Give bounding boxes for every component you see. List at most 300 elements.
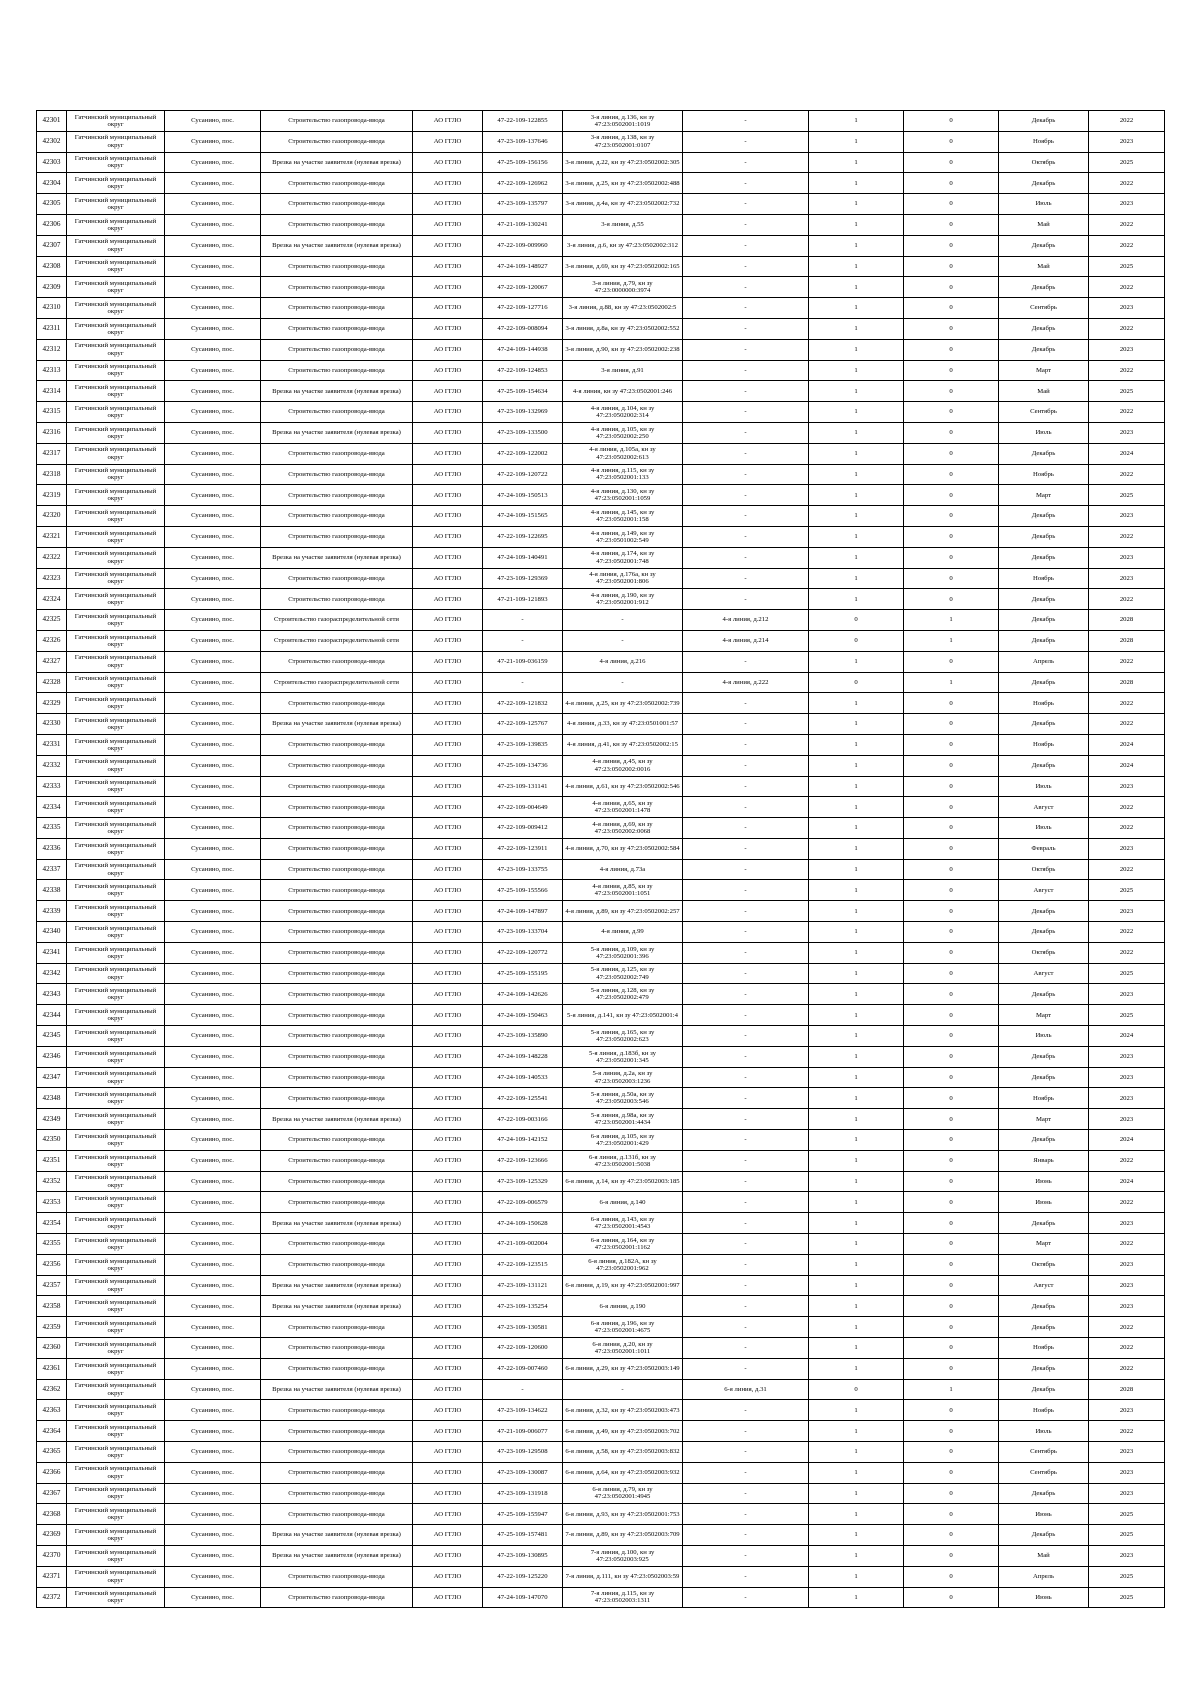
application-number-cell: 47-23-109-132969: [483, 402, 563, 423]
gas-connection-table: [36, 110, 1165, 1608]
district-cell: Гатчинский муниципальный округ: [67, 1109, 165, 1130]
count-1-cell: 0: [809, 630, 904, 651]
organization-cell: АО ГГЛО: [413, 1483, 483, 1504]
address-cadastral-cell: 6-я линия, д.131б, кн зу 47:23:0502001:5038: [563, 1150, 683, 1171]
count-1-cell: 1: [809, 734, 904, 755]
row-number: 42341: [37, 942, 67, 963]
organization-cell: АО ГГЛО: [413, 526, 483, 547]
row-number: 42302: [37, 131, 67, 152]
month-cell: Декабрь: [999, 1317, 1089, 1338]
year-cell: 2022: [1089, 1234, 1165, 1255]
year-cell: 2023: [1089, 131, 1165, 152]
organization-cell: АО ГГЛО: [413, 859, 483, 880]
application-number-cell: -: [483, 1379, 563, 1400]
organization-cell: АО ГГЛО: [413, 1088, 483, 1109]
address-cell: -: [683, 714, 809, 735]
count-1-cell: 1: [809, 693, 904, 714]
year-cell: 2024: [1089, 734, 1165, 755]
work-type-cell: Строительство газопровода-ввода: [261, 1067, 413, 1088]
organization-cell: АО ГГЛО: [413, 1358, 483, 1379]
address-cell: -: [683, 1150, 809, 1171]
work-type-cell: Строительство газопровода-ввода: [261, 901, 413, 922]
row-number: 42317: [37, 443, 67, 464]
work-type-cell: Строительство газопровода-ввода: [261, 173, 413, 194]
work-type-cell: Строительство газопровода-ввода: [261, 589, 413, 610]
row-number: 42312: [37, 339, 67, 360]
settlement-cell: Сусанино, пос.: [165, 1379, 261, 1400]
count-2-cell: 0: [904, 693, 999, 714]
settlement-cell: Сусанино, пос.: [165, 610, 261, 631]
application-number-cell: 47-22-109-123911: [483, 838, 563, 859]
month-cell: Декабрь: [999, 755, 1089, 776]
settlement-cell: Сусанино, пос.: [165, 1275, 261, 1296]
count-1-cell: 1: [809, 152, 904, 173]
district-cell: Гатчинский муниципальный округ: [67, 194, 165, 215]
work-type-cell: Строительство газопровода-ввода: [261, 1171, 413, 1192]
count-2-cell: 0: [904, 963, 999, 984]
row-number: 42352: [37, 1171, 67, 1192]
organization-cell: АО ГГЛО: [413, 568, 483, 589]
application-number-cell: 47-21-109-130241: [483, 214, 563, 235]
address-cell: -: [683, 901, 809, 922]
address-cadastral-cell: 3-я линия, д.91: [563, 360, 683, 381]
table-row: [37, 318, 1165, 339]
address-cadastral-cell: 5-я линия, д.109, кн зу 47:23:0502001:396: [563, 942, 683, 963]
row-number: 42314: [37, 381, 67, 402]
address-cell: -: [683, 235, 809, 256]
work-type-cell: Строительство газопровода-ввода: [261, 506, 413, 527]
address-cadastral-cell: 6-я линия, д.79, кн зу 47:23:0502001:4945: [563, 1483, 683, 1504]
year-cell: 2022: [1089, 922, 1165, 943]
month-cell: Октябрь: [999, 152, 1089, 173]
settlement-cell: Сусанино, пос.: [165, 506, 261, 527]
settlement-cell: Сусанино, пос.: [165, 1338, 261, 1359]
district-cell: Гатчинский муниципальный округ: [67, 1400, 165, 1421]
count-1-cell: 1: [809, 443, 904, 464]
year-cell: 2023: [1089, 547, 1165, 568]
address-cadastral-cell: 4-я линия, д.174, кн зу 47:23:0502001:748: [563, 547, 683, 568]
district-cell: Гатчинский муниципальный округ: [67, 1192, 165, 1213]
application-number-cell: 47-24-109-144938: [483, 339, 563, 360]
row-number: 42323: [37, 568, 67, 589]
count-1-cell: 1: [809, 1254, 904, 1275]
row-number: 42368: [37, 1504, 67, 1525]
address-cell: -: [683, 318, 809, 339]
row-number: 42348: [37, 1088, 67, 1109]
address-cell: -: [683, 422, 809, 443]
settlement-cell: Сусанино, пос.: [165, 859, 261, 880]
count-1-cell: 1: [809, 1483, 904, 1504]
organization-cell: АО ГГЛО: [413, 1067, 483, 1088]
address-cell: -: [683, 1005, 809, 1026]
district-cell: Гатчинский муниципальный округ: [67, 214, 165, 235]
district-cell: Гатчинский муниципальный округ: [67, 360, 165, 381]
address-cell: -: [683, 1400, 809, 1421]
table-row: [37, 984, 1165, 1005]
application-number-cell: 47-22-109-124853: [483, 360, 563, 381]
application-number-cell: 47-23-109-139835: [483, 734, 563, 755]
address-cell: -: [683, 1317, 809, 1338]
month-cell: Ноябрь: [999, 464, 1089, 485]
table-row: [37, 443, 1165, 464]
application-number-cell: 47-22-109-122855: [483, 111, 563, 132]
row-number: 42319: [37, 485, 67, 506]
month-cell: Декабрь: [999, 1130, 1089, 1151]
application-number-cell: 47-22-109-123666: [483, 1150, 563, 1171]
count-1-cell: 1: [809, 298, 904, 319]
work-type-cell: Строительство газопровода-ввода: [261, 1088, 413, 1109]
month-cell: Октябрь: [999, 859, 1089, 880]
settlement-cell: Сусанино, пос.: [165, 838, 261, 859]
settlement-cell: Сусанино, пос.: [165, 630, 261, 651]
settlement-cell: Сусанино, пос.: [165, 1525, 261, 1546]
application-number-cell: 47-22-109-120067: [483, 277, 563, 298]
year-cell: 2022: [1089, 360, 1165, 381]
address-cadastral-cell: 5-я линия, д.141, кн зу 47:23:0502001:4: [563, 1005, 683, 1026]
count-2-cell: 0: [904, 547, 999, 568]
address-cadastral-cell: 6-я линия, д.196, кн зу 47:23:0502001:4675: [563, 1317, 683, 1338]
work-type-cell: Строительство газопровода-ввода: [261, 1234, 413, 1255]
organization-cell: АО ГГЛО: [413, 651, 483, 672]
work-type-cell: Врезка на участке заявителя (нулевая врезка): [261, 1296, 413, 1317]
count-1-cell: 1: [809, 526, 904, 547]
district-cell: Гатчинский муниципальный округ: [67, 589, 165, 610]
settlement-cell: Сусанино, пос.: [165, 485, 261, 506]
table-row: [37, 506, 1165, 527]
district-cell: Гатчинский муниципальный округ: [67, 1504, 165, 1525]
count-2-cell: 0: [904, 734, 999, 755]
year-cell: 2025: [1089, 381, 1165, 402]
row-number: 42307: [37, 235, 67, 256]
address-cadastral-cell: 7-я линия, д.115, кн зу 47:23:0502003:1311: [563, 1587, 683, 1608]
count-2-cell: 0: [904, 880, 999, 901]
address-cell: -: [683, 859, 809, 880]
table-row: [37, 381, 1165, 402]
count-1-cell: 1: [809, 422, 904, 443]
district-cell: Гатчинский муниципальный округ: [67, 1171, 165, 1192]
row-number: 42301: [37, 111, 67, 132]
count-2-cell: 0: [904, 1587, 999, 1608]
count-2-cell: 0: [904, 173, 999, 194]
address-cadastral-cell: 4-я линия, кн зу 47:23:0502001:246: [563, 381, 683, 402]
application-number-cell: 47-25-109-134736: [483, 755, 563, 776]
settlement-cell: Сусанино, пос.: [165, 1130, 261, 1151]
count-1-cell: 1: [809, 901, 904, 922]
district-cell: Гатчинский муниципальный округ: [67, 464, 165, 485]
settlement-cell: Сусанино, пос.: [165, 1067, 261, 1088]
district-cell: Гатчинский муниципальный округ: [67, 880, 165, 901]
district-cell: Гатчинский муниципальный округ: [67, 131, 165, 152]
settlement-cell: Сусанино, пос.: [165, 651, 261, 672]
address-cell: -: [683, 277, 809, 298]
address-cell: -: [683, 1213, 809, 1234]
settlement-cell: Сусанино, пос.: [165, 1483, 261, 1504]
table-row: [37, 1504, 1165, 1525]
year-cell: 2025: [1089, 1005, 1165, 1026]
address-cell: -: [683, 818, 809, 839]
address-cell: -: [683, 1587, 809, 1608]
row-number: 42315: [37, 402, 67, 423]
count-1-cell: 1: [809, 1130, 904, 1151]
work-type-cell: Строительство газопровода-ввода: [261, 880, 413, 901]
count-2-cell: 0: [904, 152, 999, 173]
settlement-cell: Сусанино, пос.: [165, 173, 261, 194]
application-number-cell: 47-21-109-036159: [483, 651, 563, 672]
work-type-cell: Строительство газопровода-ввода: [261, 1130, 413, 1151]
work-type-cell: Врезка на участке заявителя (нулевая врезка): [261, 1109, 413, 1130]
month-cell: Декабрь: [999, 506, 1089, 527]
month-cell: Декабрь: [999, 277, 1089, 298]
address-cell: -: [683, 1483, 809, 1504]
year-cell: 2022: [1089, 693, 1165, 714]
organization-cell: АО ГГЛО: [413, 1150, 483, 1171]
month-cell: Январь: [999, 1150, 1089, 1171]
count-1-cell: 1: [809, 1525, 904, 1546]
organization-cell: АО ГГЛО: [413, 1130, 483, 1151]
row-number: 42363: [37, 1400, 67, 1421]
address-cadastral-cell: 3-я линия, д.90, кн зу 47:23:0502002:238: [563, 339, 683, 360]
month-cell: Сентябрь: [999, 298, 1089, 319]
month-cell: Декабрь: [999, 1525, 1089, 1546]
table-row: [37, 1213, 1165, 1234]
address-cadastral-cell: 4-я линия, д.33, кн зу 47:23:0501001:57: [563, 714, 683, 735]
month-cell: Апрель: [999, 651, 1089, 672]
address-cadastral-cell: 4-я линия, д.85, кн зу 47:23:0502001:1051: [563, 880, 683, 901]
settlement-cell: Сусанино, пос.: [165, 1442, 261, 1463]
address-cell: -: [683, 1545, 809, 1566]
application-number-cell: 47-22-109-121832: [483, 693, 563, 714]
year-cell: 2022: [1089, 1338, 1165, 1359]
settlement-cell: Сусанино, пос.: [165, 880, 261, 901]
count-1-cell: 0: [809, 672, 904, 693]
month-cell: Ноябрь: [999, 693, 1089, 714]
settlement-cell: Сусанино, пос.: [165, 1254, 261, 1275]
address-cadastral-cell: 4-я линия, д.41, кн зу 47:23:0502002:15: [563, 734, 683, 755]
year-cell: 2025: [1089, 152, 1165, 173]
address-cadastral-cell: -: [563, 610, 683, 631]
district-cell: Гатчинский муниципальный округ: [67, 922, 165, 943]
application-number-cell: 47-24-109-147897: [483, 901, 563, 922]
settlement-cell: Сусанино, пос.: [165, 755, 261, 776]
district-cell: Гатчинский муниципальный округ: [67, 381, 165, 402]
application-number-cell: 47-22-109-125541: [483, 1088, 563, 1109]
address-cadastral-cell: 4-я линия, д.145, кн зу 47:23:0502001:158: [563, 506, 683, 527]
table-row: [37, 797, 1165, 818]
table-row: [37, 194, 1165, 215]
work-type-cell: Строительство газопровода-ввода: [261, 1400, 413, 1421]
organization-cell: АО ГГЛО: [413, 693, 483, 714]
application-number-cell: 47-22-109-123515: [483, 1254, 563, 1275]
year-cell: 2023: [1089, 776, 1165, 797]
count-2-cell: 0: [904, 1317, 999, 1338]
table-row: [37, 1317, 1165, 1338]
settlement-cell: Сусанино, пос.: [165, 1005, 261, 1026]
table-row: [37, 838, 1165, 859]
month-cell: Август: [999, 1275, 1089, 1296]
row-number: 42342: [37, 963, 67, 984]
work-type-cell: Врезка на участке заявителя (нулевая врезка): [261, 1213, 413, 1234]
month-cell: Июнь: [999, 1192, 1089, 1213]
district-cell: Гатчинский муниципальный округ: [67, 1358, 165, 1379]
application-number-cell: -: [483, 630, 563, 651]
district-cell: Гатчинский муниципальный округ: [67, 1338, 165, 1359]
table-row: [37, 963, 1165, 984]
row-number: 42370: [37, 1545, 67, 1566]
work-type-cell: Строительство газопровода-ввода: [261, 1150, 413, 1171]
application-number-cell: 47-24-109-140491: [483, 547, 563, 568]
table-row: [37, 422, 1165, 443]
district-cell: Гатчинский муниципальный округ: [67, 1150, 165, 1171]
organization-cell: АО ГГЛО: [413, 506, 483, 527]
row-number: 42345: [37, 1026, 67, 1047]
count-2-cell: 0: [904, 1171, 999, 1192]
count-1-cell: 1: [809, 880, 904, 901]
count-1-cell: 1: [809, 776, 904, 797]
row-number: 42350: [37, 1130, 67, 1151]
address-cell: -: [683, 1421, 809, 1442]
application-number-cell: 47-24-109-150463: [483, 1005, 563, 1026]
settlement-cell: Сусанино, пос.: [165, 339, 261, 360]
district-cell: Гатчинский муниципальный округ: [67, 901, 165, 922]
row-number: 42313: [37, 360, 67, 381]
row-number: 42338: [37, 880, 67, 901]
address-cell: -: [683, 589, 809, 610]
count-1-cell: 1: [809, 1296, 904, 1317]
district-cell: Гатчинский муниципальный округ: [67, 1234, 165, 1255]
address-cadastral-cell: 5-я линия, д.165, кн зу 47:23:0502002:623: [563, 1026, 683, 1047]
address-cell: -: [683, 1566, 809, 1587]
settlement-cell: Сусанино, пос.: [165, 111, 261, 132]
table-row: [37, 714, 1165, 735]
application-number-cell: -: [483, 672, 563, 693]
row-number: 42340: [37, 922, 67, 943]
address-cadastral-cell: 4-я линия, д.99: [563, 922, 683, 943]
work-type-cell: Строительство газопровода-ввода: [261, 464, 413, 485]
count-2-cell: 0: [904, 194, 999, 215]
year-cell: 2025: [1089, 880, 1165, 901]
organization-cell: АО ГГЛО: [413, 818, 483, 839]
settlement-cell: Сусанино, пос.: [165, 1296, 261, 1317]
organization-cell: АО ГГЛО: [413, 901, 483, 922]
table-row: [37, 1234, 1165, 1255]
settlement-cell: Сусанино, пос.: [165, 1400, 261, 1421]
count-1-cell: 1: [809, 1171, 904, 1192]
settlement-cell: Сусанино, пос.: [165, 1109, 261, 1130]
count-2-cell: 0: [904, 1400, 999, 1421]
application-number-cell: 47-23-109-135254: [483, 1296, 563, 1317]
month-cell: Декабрь: [999, 443, 1089, 464]
address-cell: -: [683, 547, 809, 568]
row-number: 42316: [37, 422, 67, 443]
application-number-cell: 47-22-109-008094: [483, 318, 563, 339]
row-number: 42346: [37, 1046, 67, 1067]
year-cell: 2024: [1089, 443, 1165, 464]
address-cell: -: [683, 693, 809, 714]
count-1-cell: 1: [809, 1566, 904, 1587]
table-row: [37, 818, 1165, 839]
count-2-cell: 0: [904, 1462, 999, 1483]
address-cadastral-cell: 7-я линия, д.111, кн зу 47:23:0502003:59: [563, 1566, 683, 1587]
organization-cell: АО ГГЛО: [413, 838, 483, 859]
table-row: [37, 1150, 1165, 1171]
settlement-cell: Сусанино, пос.: [165, 1088, 261, 1109]
settlement-cell: Сусанино, пос.: [165, 443, 261, 464]
address-cadastral-cell: 4-я линия, д.61, кн зу 47:23:0502002:546: [563, 776, 683, 797]
application-number-cell: 47-22-109-007460: [483, 1358, 563, 1379]
address-cell: -: [683, 1130, 809, 1151]
address-cadastral-cell: 6-я линия, д.164, кн зу 47:23:0502001:1162: [563, 1234, 683, 1255]
count-2-cell: 0: [904, 277, 999, 298]
organization-cell: АО ГГЛО: [413, 318, 483, 339]
organization-cell: АО ГГЛО: [413, 610, 483, 631]
district-cell: Гатчинский муниципальный округ: [67, 859, 165, 880]
address-cadastral-cell: 6-я линия, д.14, кн зу 47:23:0502003:185: [563, 1171, 683, 1192]
address-cell: -: [683, 880, 809, 901]
count-2-cell: 0: [904, 942, 999, 963]
month-cell: Декабрь: [999, 1046, 1089, 1067]
row-number: 42362: [37, 1379, 67, 1400]
count-2-cell: 0: [904, 922, 999, 943]
table-row: [37, 1566, 1165, 1587]
row-number: 42327: [37, 651, 67, 672]
row-number: 42334: [37, 797, 67, 818]
application-number-cell: 47-23-109-125329: [483, 1171, 563, 1192]
settlement-cell: Сусанино, пос.: [165, 1046, 261, 1067]
district-cell: Гатчинский муниципальный округ: [67, 1130, 165, 1151]
table-row: [37, 1130, 1165, 1151]
table-row: [37, 755, 1165, 776]
row-number: 42354: [37, 1213, 67, 1234]
settlement-cell: Сусанино, пос.: [165, 984, 261, 1005]
address-cadastral-cell: 3-я линия, д.4а, кн зу 47:23:0502002:732: [563, 194, 683, 215]
district-cell: Гатчинский муниципальный округ: [67, 693, 165, 714]
row-number: 42322: [37, 547, 67, 568]
application-number-cell: 47-24-109-148228: [483, 1046, 563, 1067]
count-1-cell: 1: [809, 1213, 904, 1234]
count-2-cell: 0: [904, 214, 999, 235]
organization-cell: АО ГГЛО: [413, 1379, 483, 1400]
application-number-cell: 47-23-109-131121: [483, 1275, 563, 1296]
year-cell: 2022: [1089, 797, 1165, 818]
count-2-cell: 0: [904, 797, 999, 818]
district-cell: Гатчинский муниципальный округ: [67, 402, 165, 423]
application-number-cell: 47-22-109-120772: [483, 942, 563, 963]
address-cadastral-cell: 6-я линия, д.143, кн зу 47:23:0502001:4543: [563, 1213, 683, 1234]
month-cell: Декабрь: [999, 672, 1089, 693]
organization-cell: АО ГГЛО: [413, 214, 483, 235]
count-2-cell: 0: [904, 131, 999, 152]
organization-cell: АО ГГЛО: [413, 1234, 483, 1255]
month-cell: Август: [999, 880, 1089, 901]
application-number-cell: 47-23-109-130895: [483, 1545, 563, 1566]
address-cell: -: [683, 256, 809, 277]
table-row: [37, 859, 1165, 880]
settlement-cell: Сусанино, пос.: [165, 1358, 261, 1379]
work-type-cell: Строительство газопровода-ввода: [261, 1046, 413, 1067]
district-cell: Гатчинский муниципальный округ: [67, 734, 165, 755]
month-cell: Декабрь: [999, 173, 1089, 194]
district-cell: Гатчинский муниципальный округ: [67, 1462, 165, 1483]
row-number: 42328: [37, 672, 67, 693]
row-number: 42371: [37, 1566, 67, 1587]
count-2-cell: 0: [904, 318, 999, 339]
year-cell: 2023: [1089, 838, 1165, 859]
organization-cell: АО ГГЛО: [413, 1566, 483, 1587]
year-cell: 2024: [1089, 1026, 1165, 1047]
work-type-cell: Строительство газопровода-ввода: [261, 526, 413, 547]
organization-cell: АО ГГЛО: [413, 1171, 483, 1192]
settlement-cell: Сусанино, пос.: [165, 131, 261, 152]
